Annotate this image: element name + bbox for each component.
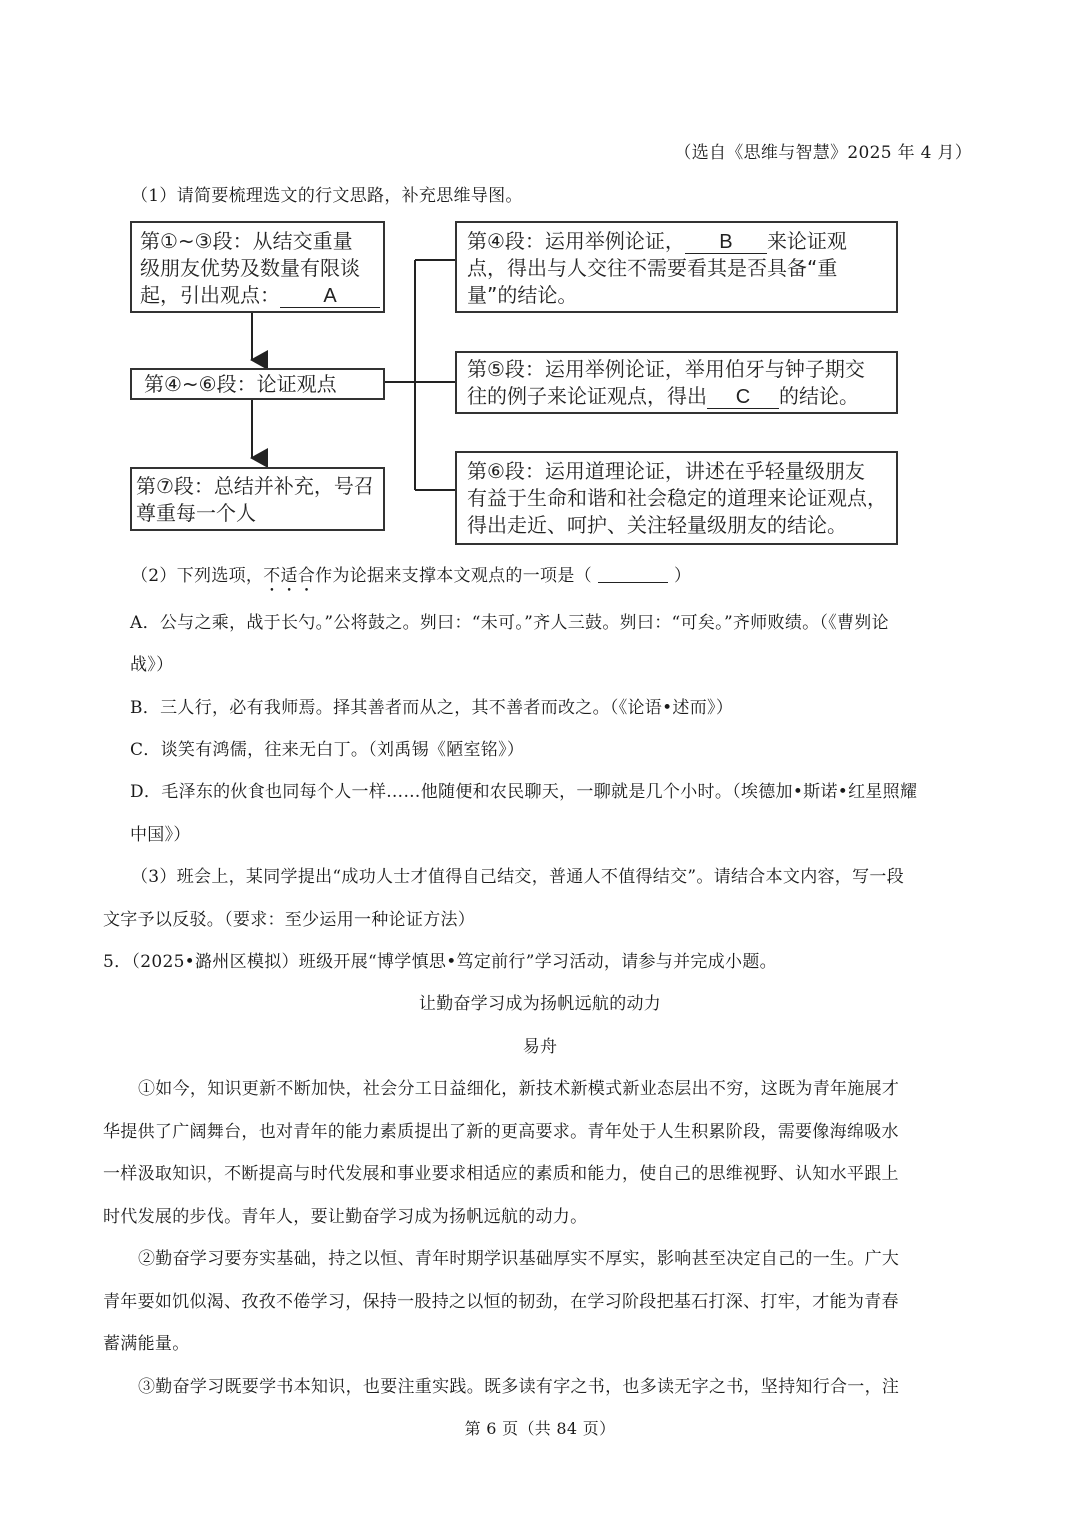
box4-line2: 点，得出与人交往不需要看其是否具备“重 bbox=[467, 256, 838, 280]
question-2: （2）下列选项，不适合作为论据来支撑本文观点的一项是（ ） bbox=[131, 566, 692, 586]
option-d-line2: 中国》） bbox=[130, 825, 191, 845]
question-5: 5．（2025•潞州区模拟）班级开展“博学慎思•笃定前行”学习活动，请参与并完成小题。 bbox=[103, 952, 777, 972]
option-c: C．谈笑有鸿儒，往来无白丁。（刘禹锡《陋室铭》） bbox=[130, 740, 525, 760]
box6-line2: 有益于生命和谐和社会稳定的道理来论证观点， bbox=[467, 486, 887, 510]
p1-line1: ①如今，知识更新不断加快，社会分工日益细化，新技术新模式新业态层出不穷，这既为青年施展才 bbox=[138, 1079, 900, 1099]
p1-line4: 时代发展的步伐。青年人，要让勤奋学习成为扬帆远航的动力。 bbox=[103, 1207, 588, 1227]
box6-line3: 得出走近、呵护、关注轻量级朋友的结论。 bbox=[467, 513, 847, 537]
box1-line3: 起，引出观点： A bbox=[140, 282, 375, 309]
box6-line1: 第⑥段：运用道理论证，讲述在乎轻量级朋友 bbox=[467, 459, 865, 483]
mindmap-box-intro bbox=[130, 221, 385, 313]
p3-line1: ③勤奋学习既要学书本知识，也要注重实践。既多读有字之书，也多读无字之书，坚持知行合一，注 bbox=[138, 1377, 900, 1397]
answer-blank bbox=[598, 570, 668, 583]
mindmap-box-para4 bbox=[455, 221, 898, 313]
emphasis-text: 不适合 bbox=[263, 566, 316, 586]
box3-line2: 尊重每一个人 bbox=[136, 501, 256, 525]
source-citation: （选自《思维与智慧》2025 年 4 月） bbox=[674, 143, 972, 163]
box1-line2: 级朋友优势及数量有限谈 bbox=[140, 256, 360, 280]
blank-b: B bbox=[685, 231, 767, 254]
page-footer: 第 6 页（共 84 页） bbox=[464, 1419, 616, 1438]
mindmap-box-para5 bbox=[455, 351, 898, 414]
option-a-line2: 战》） bbox=[130, 655, 174, 675]
p2-line3: 蓄满能量。 bbox=[103, 1334, 190, 1354]
option-a-line1: A．公与之乘，战于长勺。”公将鼓之。刿曰：“未可。”齐人三鼓。刿曰：“可矣。”齐师败绩。（《曹刿论 bbox=[130, 613, 889, 633]
p2-line2: 青年要如饥似渴、孜孜不倦学习，保持一股持之以恒的韧劲，在学习阶段把基石打深、打牢，才能为青春 bbox=[103, 1292, 899, 1312]
box5-line2: 往的例子来论证观点，得出 C 的结论。 bbox=[467, 384, 859, 408]
box4-line3: 量”的结论。 bbox=[467, 283, 578, 307]
box3-line1: 第⑦段：总结并补充，号召 bbox=[136, 474, 374, 498]
p2-line1: ②勤奋学习要夯实基础，持之以恒、青年时期学识基础厚实不厚实，影响甚至决定自己的一生。广大 bbox=[138, 1249, 900, 1269]
box1-line1: 第①~③段：从结交重量 bbox=[140, 229, 353, 253]
blank-c: C bbox=[707, 386, 779, 409]
blank-a: A bbox=[280, 285, 380, 308]
article-author: 易舟 bbox=[522, 1037, 558, 1057]
question-3-line2: 文字予以反驳。（要求：至少运用一种论证方法） bbox=[103, 910, 476, 930]
box5-line1: 第⑤段：运用举例论证，举用伯牙与钟子期交 bbox=[467, 357, 865, 381]
option-b: B．三人行，必有我师焉。择其善者而从之，其不善者而改之。（《论语•述而》） bbox=[130, 698, 734, 718]
question-1: （1）请简要梳理选文的行文思路，补充思维导图。 bbox=[131, 186, 523, 206]
p1-line2: 华提供了广阔舞台，也对青年的能力素质提出了新的更高要求。青年处于人生积累阶段，需要像海绵吸水 bbox=[103, 1122, 899, 1142]
option-d-line1: D．毛泽东的伙食也同每个人一样……他随便和农民聊天，一聊就是几个小时。（埃德加•斯诺•红星照耀 bbox=[130, 782, 918, 802]
mindmap-box-argument bbox=[130, 368, 385, 400]
question-3-line1: （3）班会上，某同学提出“成功人士才值得自己结交，普通人不值得结交”。请结合本文内容，写一段 bbox=[131, 867, 904, 887]
box2-text: 第④~⑥段：论证观点 bbox=[144, 372, 337, 396]
box4-line1: 第④段：运用举例论证， B 来论证观 bbox=[467, 229, 847, 253]
article-title: 让勤奋学习成为扬帆远航的动力 bbox=[418, 994, 662, 1014]
mindmap-box-conclusion bbox=[130, 467, 385, 531]
mindmap-box-para6 bbox=[455, 451, 898, 545]
p1-line3: 一样汲取知识，不断提高与时代发展和事业要求相适应的素质和能力，使自己的思维视野、认知水平跟上 bbox=[103, 1164, 899, 1184]
